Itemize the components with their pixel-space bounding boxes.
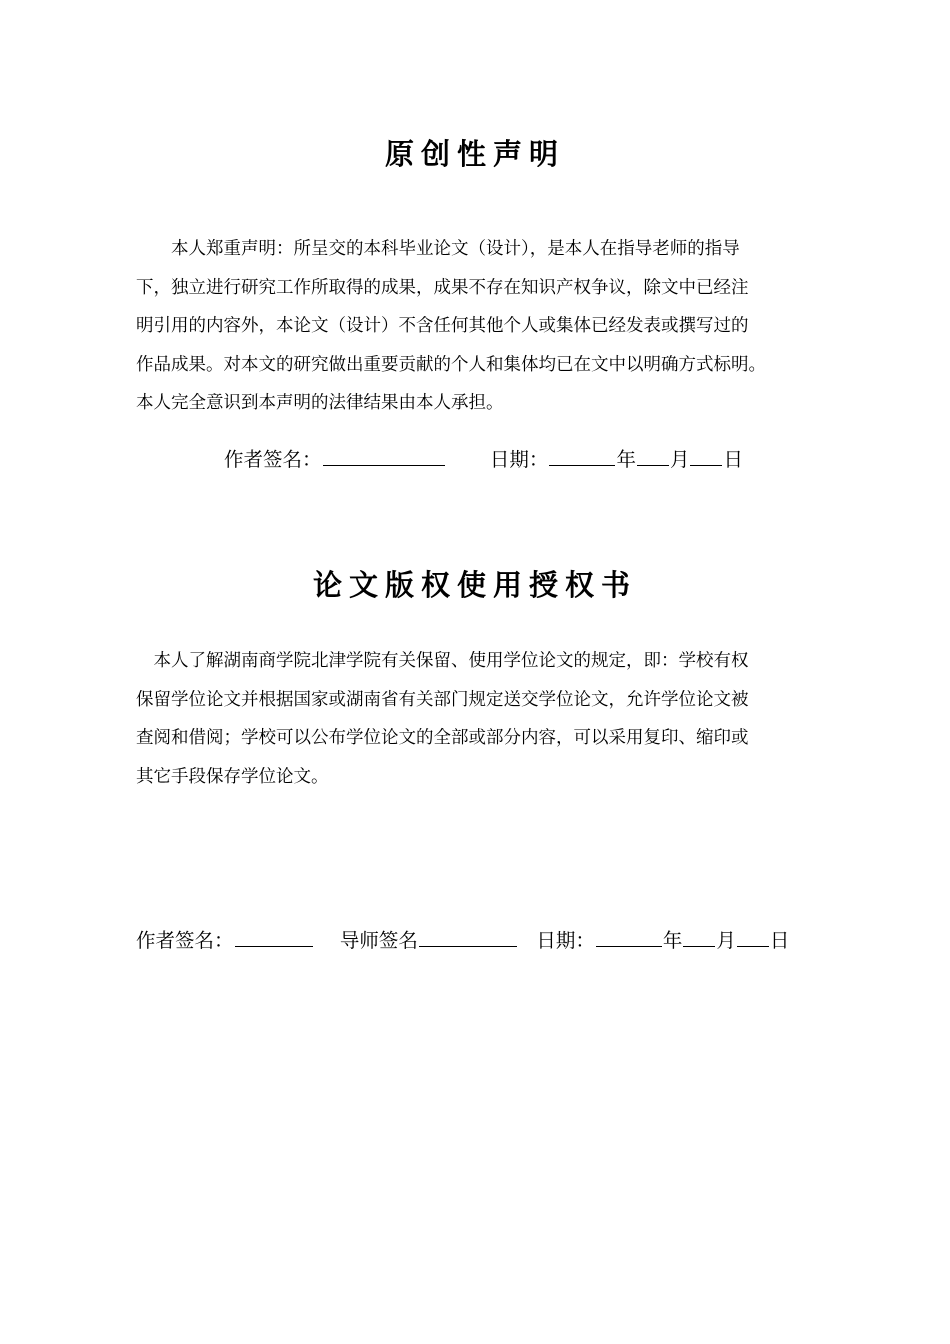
declaration-line: 本人完全意识到本声明的法律结果由本人承担。 — [136, 393, 504, 413]
advisor-signature-blank[interactable] — [419, 945, 517, 947]
author-signature-label: 作者签名： — [136, 929, 234, 952]
month-blank[interactable] — [637, 464, 669, 466]
authorization-line: 本人了解湖南商学院北津学院有关保留、使用学位论文的规定，即：学校有权 — [136, 651, 749, 671]
day-blank[interactable] — [690, 464, 722, 466]
year-label: 年 — [662, 929, 683, 952]
declaration-line: 作品成果。对本文的研究做出重要贡献的个人和集体均已在文中以明确方式标明。 — [136, 354, 766, 375]
authorization-line: 保留学位论文并根据国家或湖南省有关部门规定送交学位论文，允许学位论文被 — [136, 689, 749, 710]
declaration-line: 下，独立进行研究工作所取得的成果，成果不存在知识产权争议，除文中已经注 — [136, 277, 749, 298]
day-label: 日 — [723, 448, 743, 471]
day-blank[interactable] — [737, 945, 769, 947]
month-label: 月 — [669, 448, 690, 471]
year-label: 年 — [616, 448, 636, 471]
author-signature-blank[interactable] — [235, 945, 313, 947]
author-signature-blank[interactable] — [323, 464, 445, 466]
declaration-line: 本人郑重声明：所呈交的本科毕业论文（设计），是本人在指导老师的指导 — [136, 239, 740, 259]
day-label: 日 — [769, 929, 790, 952]
date-label: 日期： — [489, 448, 549, 471]
declaration-line: 明引用的内容外，本论文（设计）不含任何其他个人或集体已经发表或撰写过的 — [136, 316, 749, 336]
declaration-signature-row — [224, 443, 743, 477]
author-signature-label: 作者签名： — [224, 448, 322, 471]
year-blank[interactable] — [549, 464, 615, 466]
year-blank[interactable] — [596, 945, 662, 947]
authorization-line: 其它手段保存学位论文。 — [136, 766, 329, 787]
date-label: 日期： — [536, 929, 595, 952]
advisor-signature-label: 导师签名 — [339, 929, 418, 952]
month-blank[interactable] — [683, 945, 715, 947]
authorization-line: 查阅和借阅；学校可以公布学位论文的全部或部分内容，可以采用复印、缩印或 — [136, 728, 749, 748]
authorization-title: 论文版权使用授权书 — [312, 568, 637, 602]
declaration-body — [136, 230, 826, 423]
authorization-body — [136, 642, 826, 796]
month-label: 月 — [716, 929, 736, 952]
declaration-title: 原创性声明 — [384, 137, 565, 171]
authorization-signature-row — [136, 924, 789, 958]
